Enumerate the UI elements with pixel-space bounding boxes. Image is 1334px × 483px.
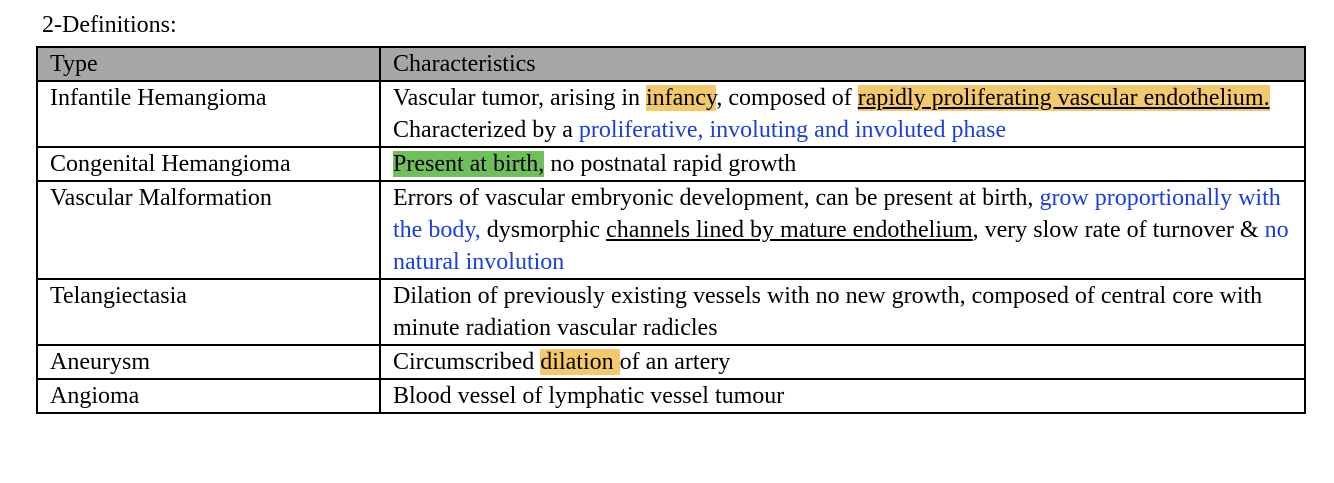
- text-segment: Present at birth,: [393, 151, 545, 177]
- cell-type: Vascular Malformation: [37, 181, 380, 279]
- cell-type: Infantile Hemangioma: [37, 81, 380, 147]
- text-segment: rapidly proliferating vascular endothelium.: [857, 85, 1270, 111]
- text-segment: infancy: [645, 85, 717, 111]
- cell-characteristics: [380, 147, 1305, 181]
- definitions-table: [36, 46, 1306, 414]
- text-segment: Vascular tumor, arising in: [393, 85, 646, 111]
- cell-characteristics: [380, 379, 1305, 413]
- table-row: [37, 379, 1305, 413]
- cell-type: Congenital Hemangioma: [37, 147, 380, 181]
- text-segment: no postnatal rapid growth: [544, 151, 797, 177]
- text-segment: Circumscribed: [393, 349, 541, 375]
- text-segment: grow proportionally with the body,: [393, 185, 1281, 243]
- cell-characteristics: [380, 81, 1305, 147]
- table-row: [37, 147, 1305, 181]
- table-header-row: [37, 47, 1305, 81]
- cell-characteristics: [380, 181, 1305, 279]
- header-characteristics: Characteristics: [380, 47, 1305, 81]
- text-segment: Characterized by a: [393, 117, 579, 143]
- text-segment: dysmorphic: [480, 217, 607, 243]
- text-segment: , composed of: [716, 85, 858, 111]
- text-segment: Errors of vascular embryonic development, can be present at birth,: [393, 185, 1040, 211]
- text-segment: of an artery: [619, 349, 731, 375]
- text-segment: Blood vessel of lymphatic vessel tumour: [393, 383, 785, 409]
- text-segment: dilation: [540, 349, 620, 375]
- table-row: [37, 181, 1305, 279]
- table-row: [37, 279, 1305, 345]
- cell-type: Angioma: [37, 379, 380, 413]
- section-heading: 2-Definitions:: [42, 12, 177, 38]
- text-segment: proliferative, involuting and involuted phase: [578, 117, 1007, 143]
- text-segment: no natural involution: [393, 217, 1289, 275]
- cell-type: Aneurysm: [37, 345, 380, 379]
- table-row: [37, 345, 1305, 379]
- table-body: [37, 81, 1305, 413]
- cell-characteristics: [380, 279, 1305, 345]
- table-row: [37, 81, 1305, 147]
- header-type: Type: [37, 47, 380, 81]
- text-segment: Dilation of previously existing vessels with no new growth, composed of central core with minute radiation vascular radicles: [393, 283, 1263, 341]
- text-segment: channels lined by mature endothelium: [606, 217, 973, 243]
- cell-type: Telangiectasia: [37, 279, 380, 345]
- cell-characteristics: [380, 345, 1305, 379]
- text-segment: , very slow rate of turnover &: [972, 217, 1265, 243]
